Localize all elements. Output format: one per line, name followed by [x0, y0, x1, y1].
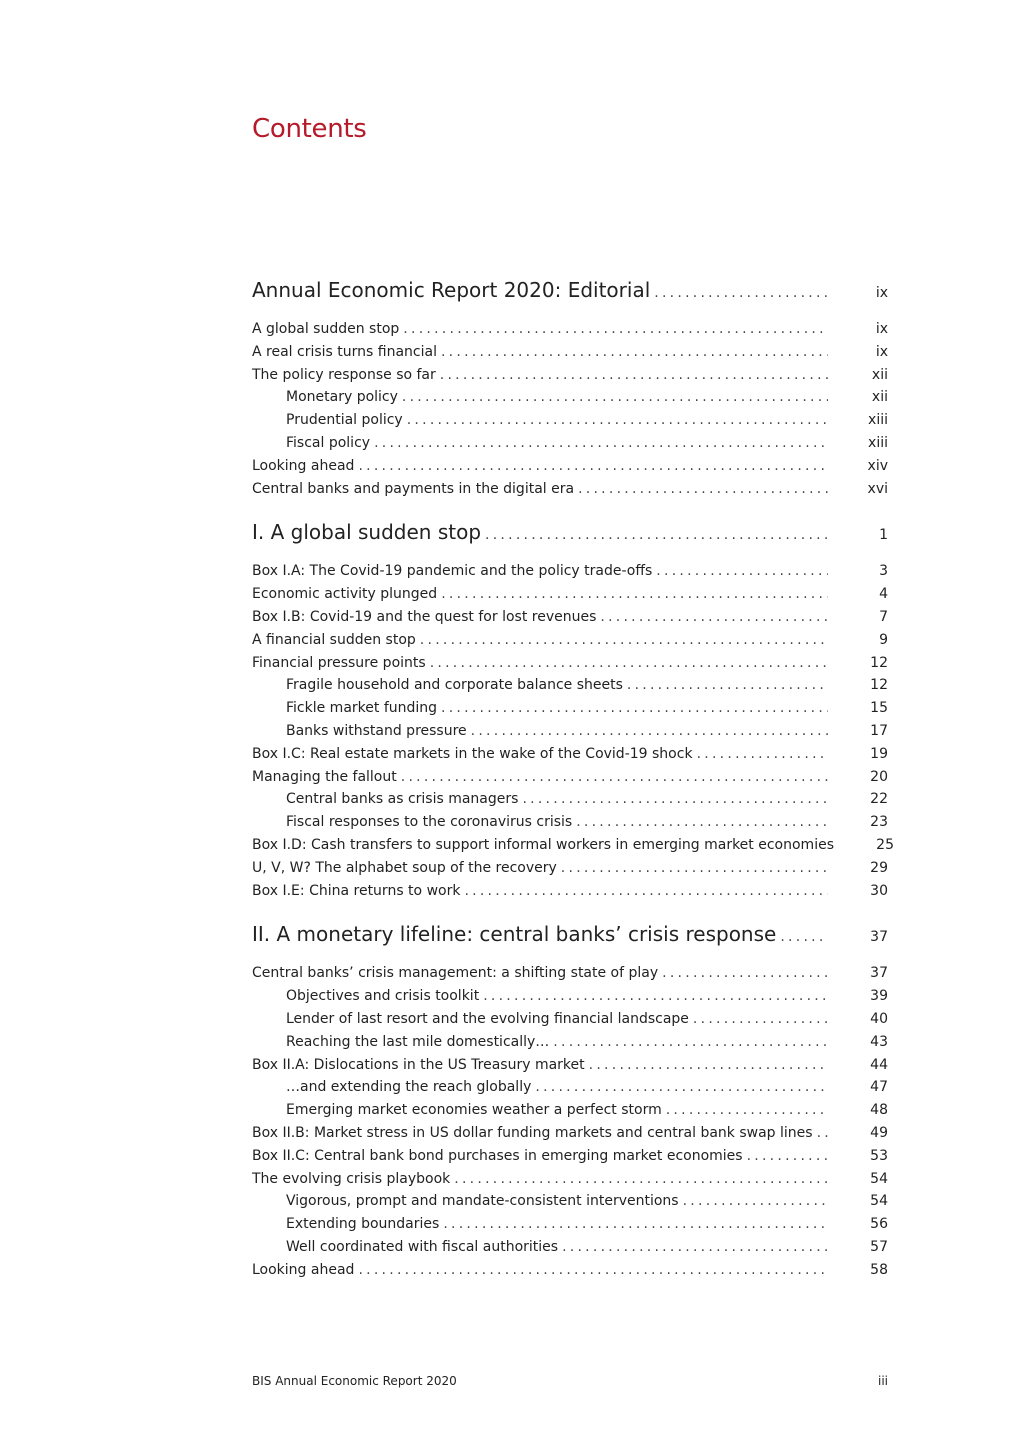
toc-page-number: 39: [870, 988, 888, 1005]
toc-entry[interactable]: [252, 1031, 888, 1054]
toc-page-number: 20: [870, 768, 888, 785]
dot-leader: [358, 455, 832, 478]
toc-entry-title: The policy response so far: [252, 366, 436, 383]
toc-entry-title: Central banks’ crisis management: a shifting state of play: [252, 965, 659, 982]
toc-page-number: 30: [870, 882, 888, 899]
dot-leader: [697, 743, 832, 766]
toc-entry-title: Looking ahead: [252, 1261, 355, 1278]
toc-page-number: 23: [870, 814, 888, 831]
dot-leader: [553, 1031, 832, 1054]
toc-page-number: 12: [870, 677, 888, 694]
toc-section: [252, 916, 888, 1281]
toc-page-number: xii: [871, 366, 888, 383]
toc-entry[interactable]: [252, 766, 888, 789]
dot-leader: [747, 1145, 832, 1168]
dot-leader: [358, 1259, 832, 1282]
dot-leader: [600, 606, 832, 629]
toc-page-number: ix: [875, 285, 888, 301]
dot-leader: [441, 697, 832, 720]
toc-entry-title: U, V, W? The alphabet soup of the recovery: [252, 859, 557, 876]
toc-entry-title: Prudential policy: [286, 412, 403, 429]
dot-leader: [662, 962, 832, 985]
toc-entry[interactable]: [252, 834, 894, 857]
dot-leader: [420, 629, 832, 652]
toc-entry-title: Vigorous, prompt and mandate-consistent interventions: [286, 1193, 679, 1210]
toc-entry[interactable]: [252, 318, 888, 341]
toc-entry[interactable]: [252, 743, 888, 766]
toc-entry-title: Fragile household and corporate balance sheets: [286, 677, 623, 694]
dot-leader: [402, 386, 832, 409]
toc-entry-title: Looking ahead: [252, 457, 355, 474]
toc-entry[interactable]: [252, 1168, 888, 1191]
toc-entry[interactable]: [252, 674, 888, 697]
toc-entry[interactable]: [252, 364, 888, 387]
toc-entry-title: Extending boundaries: [286, 1216, 440, 1233]
toc-page-number: 37: [870, 929, 888, 946]
dot-leader: [654, 275, 832, 311]
toc-entry-title: A global sudden stop: [252, 321, 400, 337]
toc-page-number: xiii: [868, 434, 888, 451]
toc-entry[interactable]: [252, 386, 888, 409]
toc-entry[interactable]: [252, 1259, 888, 1282]
toc-entry[interactable]: [252, 560, 888, 583]
toc-entry-title: …and extending the reach globally: [286, 1079, 532, 1096]
toc-entry-title: Box II.A: Dislocations in the US Treasury market: [252, 1056, 585, 1073]
toc-entry[interactable]: [252, 455, 888, 478]
dot-leader: [454, 1168, 832, 1191]
toc-section: [252, 514, 894, 902]
dot-leader: [374, 432, 832, 455]
toc-entry-title: Lender of last resort and the evolving financial landscape: [286, 1010, 689, 1027]
toc-chapter-heading[interactable]: [252, 514, 888, 550]
toc-entry-title: Banks withstand pressure: [286, 722, 467, 739]
dot-leader: [780, 919, 832, 955]
toc-page-number: 44: [870, 1056, 888, 1073]
dot-leader: [407, 409, 832, 432]
toc-entry-title: Fickle market funding: [286, 700, 438, 717]
toc-entry[interactable]: [252, 985, 888, 1008]
toc-section: [252, 272, 888, 500]
dot-leader: [441, 583, 832, 606]
toc-page-number: 29: [870, 859, 888, 876]
toc-entry[interactable]: [252, 629, 888, 652]
toc-entry-title: Box I.E: China returns to work: [252, 882, 461, 899]
dot-leader: [464, 880, 832, 903]
toc-entry-title: Fiscal policy: [286, 434, 371, 451]
footer-publication: BIS Annual Economic Report 2020: [252, 1374, 457, 1388]
toc-entry[interactable]: [252, 1054, 888, 1077]
toc-entry-title: Emerging market economies weather a perfect storm: [286, 1102, 662, 1119]
dot-leader: [440, 364, 832, 387]
toc-entry-title: I. A global sudden stop: [252, 520, 482, 545]
toc-entry-title: Box II.B: Market stress in US dollar funding markets and central bank swap lines: [252, 1124, 813, 1141]
dot-leader: [693, 1008, 832, 1031]
toc-entry-title: Central banks and payments in the digital era: [252, 480, 575, 497]
toc-page-number: 1: [879, 527, 888, 544]
toc-entry-title: Annual Economic Report 2020: Editorial: [252, 278, 651, 302]
dot-leader: [561, 857, 832, 880]
page-footer: [252, 1374, 888, 1388]
dot-leader: [656, 560, 832, 583]
toc-page-number: xii: [871, 389, 888, 406]
dot-leader: [562, 1236, 832, 1259]
dot-leader: [589, 1054, 832, 1077]
toc-entry-title: Managing the fallout: [252, 768, 397, 785]
toc-page-number: 48: [870, 1102, 888, 1119]
toc-chapter-heading[interactable]: [252, 916, 888, 952]
toc-entry[interactable]: [252, 583, 888, 606]
toc-entry[interactable]: [252, 697, 888, 720]
toc-entry-title: Financial pressure points: [252, 654, 426, 671]
toc-page-number: 17: [870, 722, 888, 739]
dot-leader: [576, 811, 832, 834]
toc-entry[interactable]: [252, 478, 888, 501]
dot-leader: [522, 788, 832, 811]
toc-page-number: 47: [870, 1079, 888, 1096]
toc-page-number: 56: [870, 1216, 888, 1233]
toc-page-number: 54: [870, 1170, 888, 1187]
toc-entry-title: II. A monetary lifeline: central banks’ crisis response: [252, 922, 777, 947]
toc-entry[interactable]: [252, 720, 888, 743]
dot-leader: [535, 1076, 832, 1099]
toc-entry-title: A real crisis turns financial: [252, 343, 437, 360]
toc-page-number: 22: [870, 791, 888, 808]
toc-page-number: 12: [870, 654, 888, 671]
toc-page-number: 43: [870, 1033, 888, 1050]
toc-entry-title: Reaching the last mile domestically…: [286, 1033, 550, 1050]
toc-page-number: ix: [875, 321, 888, 337]
toc-entry-title: Box I.C: Real estate markets in the wake of the Covid-19 shock: [252, 745, 693, 762]
toc-entry[interactable]: [252, 811, 888, 834]
toc-entry[interactable]: [252, 606, 888, 629]
toc-entry-title: Fiscal responses to the coronavirus crisis: [286, 814, 573, 831]
toc-entry[interactable]: [252, 857, 888, 880]
toc-entry-title: Monetary policy: [286, 389, 398, 406]
toc-entry-title: Central banks as crisis managers: [286, 791, 519, 808]
toc-entry-title: Objectives and crisis toolkit: [286, 988, 480, 1005]
toc-entry-title: Well coordinated with fiscal authorities: [286, 1238, 559, 1255]
toc-page-number: 53: [870, 1147, 888, 1164]
dot-leader: [403, 318, 832, 341]
toc-page-number: xiv: [867, 457, 888, 474]
toc-page-number: 15: [870, 700, 888, 717]
toc-page-number: 40: [870, 1010, 888, 1027]
dot-leader: [578, 478, 832, 501]
toc-entry[interactable]: [252, 1076, 888, 1099]
toc-entry-title: Box I.D: Cash transfers to support informal workers in emerging market economies: [252, 836, 834, 853]
toc-entry-title: Box I.B: Covid-19 and the quest for lost revenues: [252, 608, 597, 625]
dot-leader: [817, 1122, 832, 1145]
toc-entry[interactable]: [252, 1008, 888, 1031]
toc-entry[interactable]: [252, 962, 888, 985]
toc-entry[interactable]: [252, 1190, 888, 1213]
toc-entry[interactable]: [252, 432, 888, 455]
toc-page-number: 19: [870, 745, 888, 762]
toc-chapter-heading[interactable]: [252, 272, 888, 308]
toc-page-number: 4: [879, 586, 888, 603]
toc-page-number: 25: [876, 836, 894, 853]
dot-leader: [441, 341, 832, 364]
dot-leader: [401, 766, 832, 789]
toc-entry[interactable]: [252, 1236, 888, 1259]
toc-page-number: 54: [870, 1193, 888, 1210]
toc-entry[interactable]: [252, 341, 888, 364]
toc-page-number: 7: [879, 608, 888, 625]
toc-page-number: 49: [870, 1124, 888, 1141]
dot-leader: [683, 1190, 832, 1213]
dot-leader: [430, 652, 832, 675]
toc-page-number: xiii: [868, 412, 888, 429]
toc-page-number: 37: [870, 965, 888, 982]
toc-page-number: 57: [870, 1238, 888, 1255]
toc-entry[interactable]: [252, 1213, 888, 1236]
dot-leader: [666, 1099, 832, 1122]
dot-leader: [471, 720, 832, 743]
toc-page-number: 9: [879, 631, 888, 648]
toc-page-number: 58: [870, 1261, 888, 1278]
toc-entry-title: Economic activity plunged: [252, 586, 438, 603]
toc-entry[interactable]: [252, 409, 888, 432]
toc-page-number: ix: [875, 343, 888, 360]
dot-leader: [627, 674, 832, 697]
toc-entry[interactable]: [252, 652, 888, 675]
footer-page-number: iii: [877, 1374, 888, 1388]
page-title: Contents: [252, 114, 367, 144]
toc-page-number: xvi: [867, 480, 888, 497]
toc-entry-title: A financial sudden stop: [252, 631, 416, 648]
dot-leader: [443, 1213, 832, 1236]
toc-entry[interactable]: [252, 1099, 888, 1122]
toc-entry-title: Box I.A: The Covid-19 pandemic and the policy trade-offs: [252, 563, 653, 580]
toc-entry-title: The evolving crisis playbook: [252, 1170, 451, 1187]
toc-entry[interactable]: [252, 1145, 888, 1168]
dot-leader: [483, 985, 832, 1008]
toc-page-number: 3: [879, 563, 888, 580]
table-of-contents: [252, 272, 894, 1295]
toc-entry[interactable]: [252, 1122, 888, 1145]
toc-entry[interactable]: [252, 788, 888, 811]
toc-entry-title: Box II.C: Central bank bond purchases in emerging market economies: [252, 1147, 743, 1164]
toc-entry[interactable]: [252, 880, 888, 903]
dot-leader: [485, 517, 832, 553]
